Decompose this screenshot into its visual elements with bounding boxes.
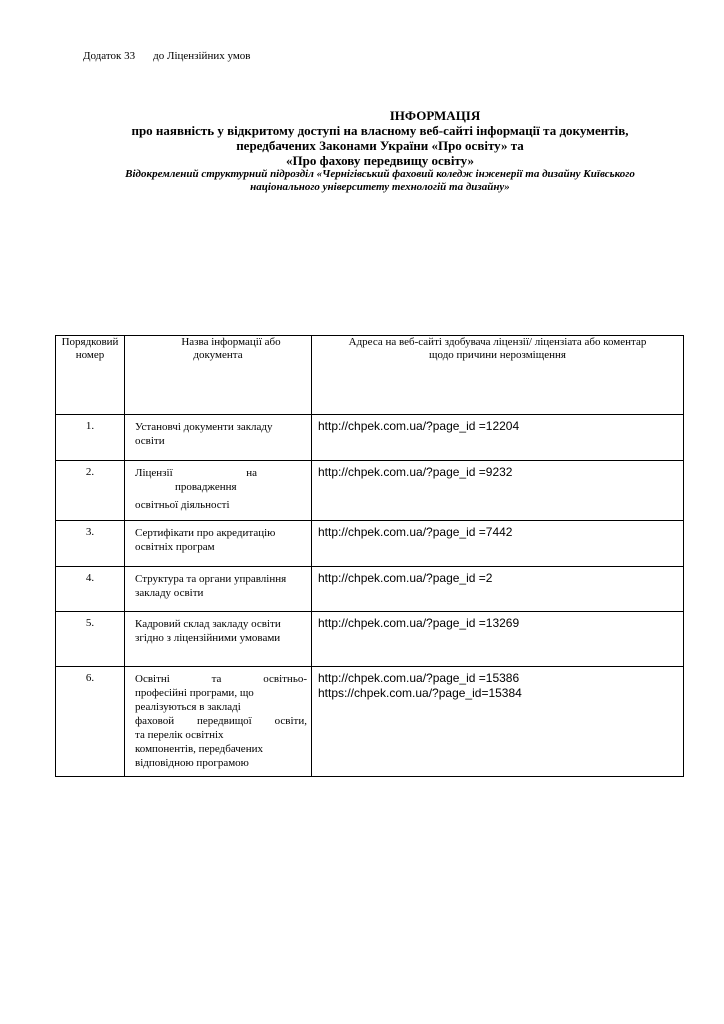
information-table [55,335,684,777]
heading-line-4: «Про фахову передвищу освіту» [286,153,474,168]
table-row [56,461,684,521]
name-line: фаховой передвищої освіти, [135,715,307,727]
name-line: Кадровий склад закладу освіти [135,618,281,630]
row-address [312,461,684,521]
address-link[interactable]: http://chpek.com.ua/?page_id =12204 [318,419,520,433]
row-document-name [125,461,312,521]
row-document-name [125,415,312,461]
table-body [56,415,684,777]
table-row [56,521,684,567]
name-line: відповідною програмою [135,757,249,769]
name-line: освітніх програм [135,541,215,553]
address-link[interactable]: http://chpek.com.ua/?page_id =7442 [318,525,513,539]
institution-line-2: національного університету технологій та дизайну» [250,181,510,193]
row-number: 3. [56,521,125,567]
row-address [312,612,684,667]
header-address: Адреса на веб-сайті здобувача ліцензії/ ліцензіата або коментар щодо причини нерозміщення [312,336,684,415]
row-document-name [125,521,312,567]
row-document-name [125,612,312,667]
heading-line-2: про наявність у відкритому доступі на власному веб-сайті інформації та документів, [131,123,629,138]
row-address [312,567,684,612]
address-link[interactable]: http://chpek.com.ua/?page_id =2 [318,571,493,585]
table-row [56,415,684,461]
name-line: та перелік освітніх [135,729,224,741]
name-line: освіти [135,435,165,447]
header-name: Назва інформації або документа [125,336,312,415]
address-link[interactable]: https://chpek.com.ua/?page_id=15384 [318,686,522,700]
row-document-name [125,567,312,612]
name-line: професійні програми, що [135,687,254,699]
row-number: 1. [56,415,125,461]
name-line: згідно з ліцензійними умовами [135,632,281,644]
name-line: Структура та органи управління [135,573,287,585]
name-line: Освітні та освітньо- [135,673,307,685]
name-line: Установчі документи закладу [135,421,273,433]
address-link[interactable]: http://chpek.com.ua/?page_id =9232 [318,465,513,479]
address-link[interactable]: http://chpek.com.ua/?page_id =13269 [318,616,520,630]
row-address [312,521,684,567]
appendix-text: до Ліцензійних умов [153,50,251,62]
appendix-number: Додаток 33 [83,50,136,62]
row-number: 4. [56,567,125,612]
row-number: 6. [56,667,125,777]
table-row [56,567,684,612]
name-line: провадження [175,481,237,493]
row-document-name [125,667,312,777]
document-title: ІНФОРМАЦІЯ [389,108,481,123]
header-number: Порядковий номер [56,336,125,415]
name-line: компонентів, передбачених [135,743,263,755]
table-row [56,612,684,667]
name-line: реалізуються в закладі [135,701,241,713]
institution-line-1: Відокремлений структурний підрозділ «Чернігівський фаховий коледж інженерії та дизайну Київського [125,168,635,180]
name-line: освітньої діяльності [135,499,230,511]
appendix-note [83,50,250,62]
table-header-row [56,336,684,415]
document-heading [60,108,700,194]
name-line: закладу освіти [135,587,204,599]
row-address [312,415,684,461]
row-number: 5. [56,612,125,667]
row-address [312,667,684,777]
name-line: Сертифікати про акредитацію [135,527,276,539]
heading-line-3: передбачених Законами України «Про освіту» та [236,138,524,153]
row-number: 2. [56,461,125,521]
address-link[interactable]: http://chpek.com.ua/?page_id =15386 [318,671,520,685]
name-line: Ліцензії на [135,467,257,479]
table-row [56,667,684,777]
